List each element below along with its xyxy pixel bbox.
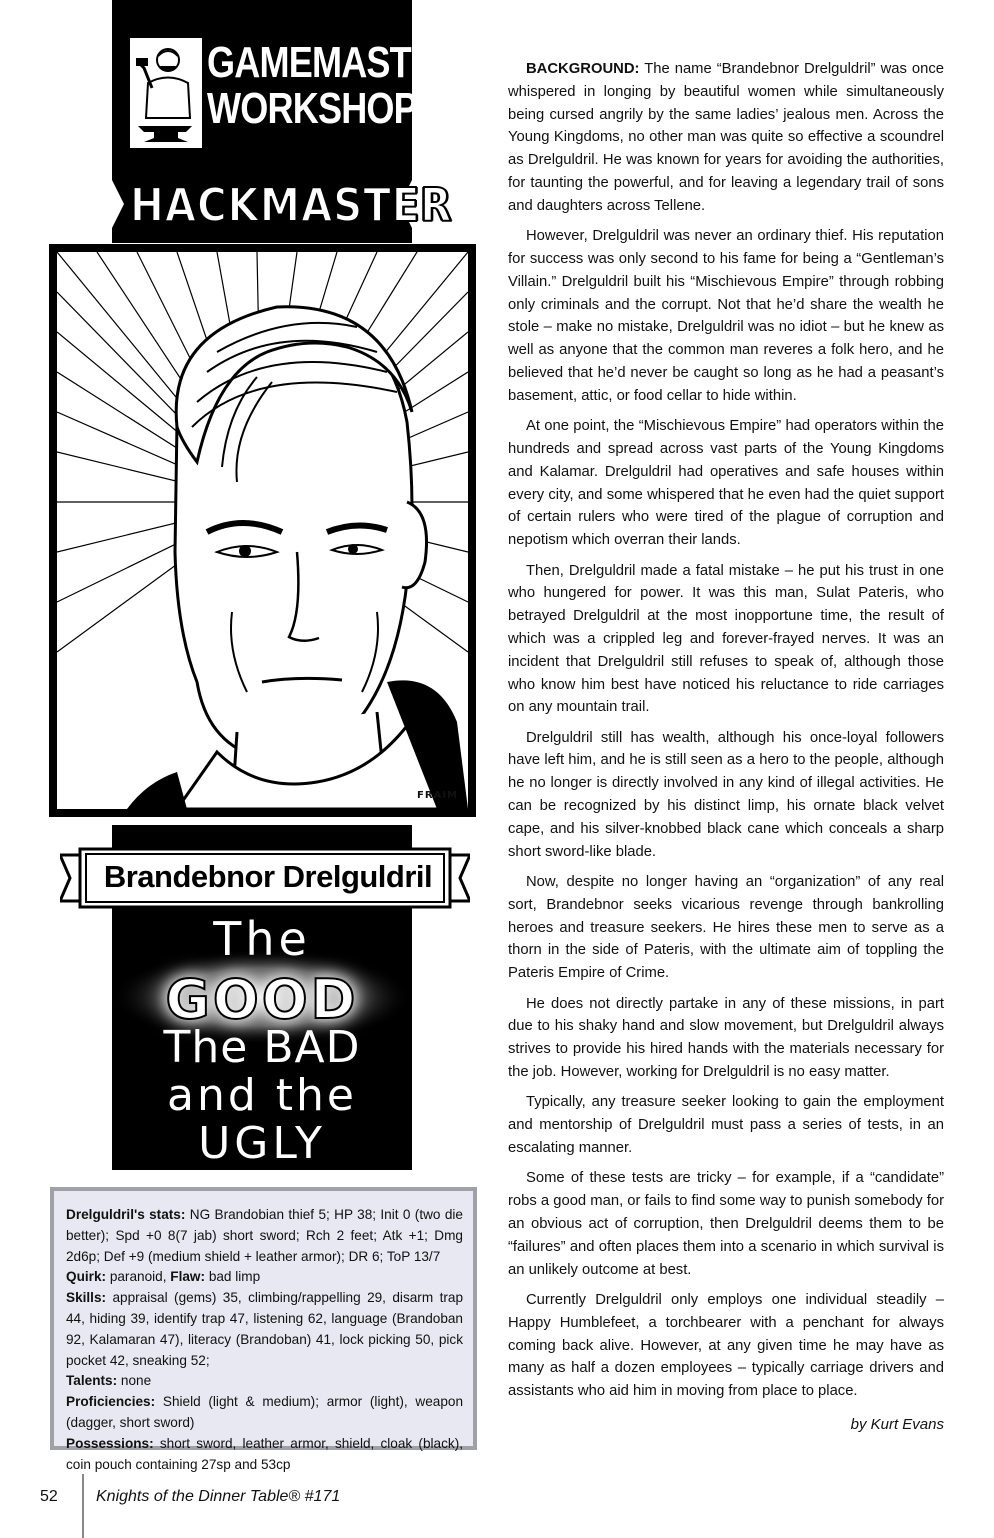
skills-line: Skills: appraisal (gems) 35, climbing/rappelling 29, disarm trap 44, hiding 39, identify trap 47, listening 62, language (Brandoban 92, Kalamaran 47), literacy (Brandoban) 41, lock picking 50, pick pocket 42, sneaking 52;	[66, 1290, 463, 1368]
author-byline: by Kurt Evans	[850, 1416, 944, 1433]
article-paragraph: Drelguldril still has wealth, although his once-loyal followers have left him, and he is still seen as a hero to the people, although he no longer is directly involved in any kind of illegal activities. He can be recognized by his distinct limp, his ornate black velvet cape, and his silver-knobbed black cane which conceals a sharp short sword-like blade.	[508, 729, 944, 860]
article-paragraph: He does not directly partake in any of these missions, in part due to his shaky hand and slow movement, but Drelguldril always strives to provide his hired hands with the materials necessary for the job. However, working for Drelguldril is no easy matter.	[508, 995, 944, 1081]
character-name: Brandebnor Drelguldril	[103, 859, 433, 894]
title-the-bad: The BAD	[163, 1022, 361, 1073]
article-paragraph: Then, Drelguldril made a fatal mistake – he put his trust in one who hungered for power. It was this man, Sulat Pateris, who betrayed Drelguldril at the most inopportune time, the result of which was a crippled leg and forever-frayed nerves. It was an incident that Drelguldril still refuses to speak of, although those who know him best have noticed his reluctance to ride carriages on any mountain trail.	[508, 562, 944, 716]
portrait-illustration	[57, 252, 468, 809]
footer-divider	[82, 1474, 84, 1538]
character-portrait	[49, 244, 476, 817]
possessions-line: Possessions: short sword, leather armor, shield, cloak (black), coin pouch containing 27sp and 53cp	[66, 1435, 463, 1472]
gamemasters-workshop-header	[112, 0, 491, 165]
hackmaster-bar-notch-left	[112, 180, 124, 228]
title-ugly: UGLY	[198, 1118, 326, 1169]
portrait-drawing	[57, 252, 468, 809]
title-and-the: and the	[167, 1070, 357, 1121]
talents-line: Talents: none	[66, 1373, 152, 1389]
gm-title-line2: WORKSHOP	[207, 84, 417, 133]
magazine-title: Knights of the Dinner Table® #171	[96, 1488, 341, 1505]
article-paragraph: Some of these tests are tricky – for example, if a “candidate” robs a good man, or fails to find some way to punish somebody for an obvious act of corruption, then Drelguldril deems them to be “failures” and often places them into a scenario in which survival is an unlikely outcome at best.	[508, 1170, 944, 1278]
article-paragraph: BACKGROUND: The name “Brandebnor Drelguldril” was once whispered in longing by beautiful women while simultaneously being cursed angrily by the same ladies’ jealous men. Across the Young Kingdoms, no other man was quite so effective a scoundrel as Drelguldril. He was known for years for avoiding the authorities, for taunting the powerful, and for leaving a legendary trail of sons and daughters across Tellene.	[508, 61, 945, 214]
article-paragraph: Now, despite no longer having an “organization” of any real sort, Brandebnor seeks vicarious revenge through bankrolling heroes and treasure seekers. He hires these men to serve as a thorn in the side of Pateris, with the ultimate aim of toppling the Pateris Empire of Crime.	[508, 874, 944, 982]
article-paragraph: Currently Drelguldril only employs one individual steadily – Happy Humblefeet, a torchbearer with a penchant for always coming back alive. However, at any given time he may have as many as half a dozen employees – typically carriage drivers and assistants who aid him in moving from place to place.	[508, 1291, 944, 1400]
gamemasters-workshop-title	[207, 40, 490, 132]
article-paragraph: However, Drelguldril was never an ordinary thief. His reputation for success was only second to his fame for being a “Gentleman’s Villain.” Drelguldril built his “Mischievous Empire” through robbing only criminals and the corrupt. Not that he’d share the wealth he stole – make no mistake, Drelguldril was no idiot – but he knew as well as anyone that the common man reveres a folk hero, and he believed that he’d never be caught so long as he had a peasant’s basement, attic, or food cellar to hide within.	[508, 228, 944, 404]
title-good: GOOD	[165, 968, 359, 1031]
page-number: 52	[40, 1488, 58, 1505]
article-paragraph: At one point, the “Mischievous Empire” had operators within the hundreds and spread across vast parts of the Young Kingdoms and Kalamar. Drelguldril had operatives and safe houses within every city, and some whispered that he even had the quiet support of certain rulers who were tired of the plague of corruption and nepotism which overran their lands.	[508, 418, 944, 549]
title-the: The	[213, 912, 311, 966]
stats-line: Drelguldril's stats: NG Brandobian thief 5; HP 38; Init 0 (two die better); Spd +0 8(7 jab) short sword; Rch 2 feet; Atk +1; Dmg 2d6p; Def +9 (medium shield + leather armor); DR 6; ToP 13/7	[66, 1207, 463, 1264]
quirk-line: Quirk: paranoid, Flaw: bad limp	[66, 1269, 261, 1285]
article-paragraph: Typically, any treasure seeker looking to gain the employment and mentorship of Drelguldril must pass a series of tests, in an escalating manner.	[508, 1094, 944, 1157]
proficiencies-line: Proficiencies: Shield (light & medium); armor (light), weapon (dagger, short sword)	[66, 1394, 464, 1430]
gm-title-line1: GAMEMASTERS'	[207, 38, 491, 87]
artist-signature: FRAIM	[417, 790, 458, 801]
article-body	[508, 58, 944, 1411]
blacksmith-anvil-icon	[130, 38, 202, 148]
hackmaster-logo-text: HACKMASTER	[130, 178, 453, 232]
stat-block	[50, 1187, 477, 1472]
